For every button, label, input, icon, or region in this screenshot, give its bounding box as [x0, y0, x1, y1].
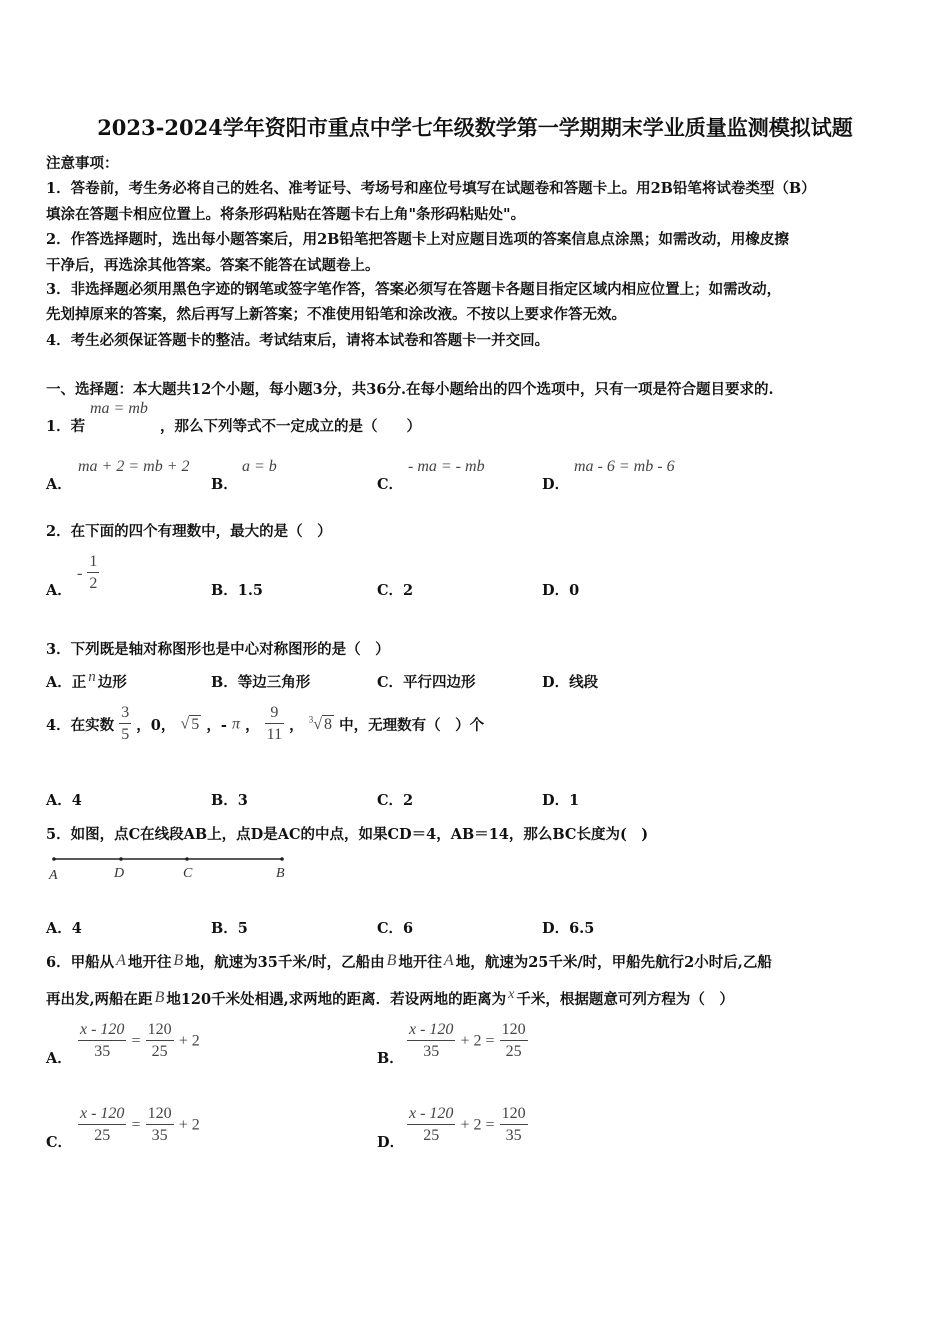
q6-stem-line2: [46, 988, 734, 1009]
fraction: [407, 1020, 455, 1063]
separator: ，: [289, 717, 304, 734]
root-index: 3: [308, 714, 314, 725]
q2-option-d[interactable]: D．0: [542, 582, 580, 599]
q2-option-a-label[interactable]: A．: [46, 582, 72, 599]
q6-stem-line1: [46, 951, 772, 972]
separator: ，0，: [136, 717, 176, 734]
radicand: 8: [324, 716, 333, 734]
q6-option-d-label[interactable]: D．: [377, 1134, 405, 1151]
q4-option-d[interactable]: D．1: [542, 792, 580, 809]
var-a: A: [116, 952, 126, 969]
section-heading: 一、选择题：本大题共12个小题，每小题3分，共36分.在每小题给出的四个选项中，只有一项是符合题目要求的.: [46, 381, 774, 398]
denominator: 35: [505, 1127, 522, 1144]
page-title: 2023-2024学年资阳市重点中学七年级数学第一学期期末学业质量监测模拟试题: [97, 115, 853, 140]
q6-text: 千米，根据题意可列方程为（ ）: [516, 991, 734, 1008]
q1-stem-suffix: ，那么下列等式不一定成立的是（ ）: [160, 418, 421, 435]
operator: + 2: [178, 1116, 200, 1134]
q1-option-d-label[interactable]: D．: [542, 476, 570, 493]
q3-option-b[interactable]: B．等边三角形: [211, 674, 311, 691]
q6-text: 地开往: [127, 954, 172, 971]
var-n: n: [88, 669, 96, 685]
point-c-dot: [185, 857, 189, 861]
q6-text: 地开往: [398, 954, 442, 971]
operator: + 2 =: [460, 1116, 495, 1134]
numerator: 3: [119, 703, 131, 724]
var-b: B: [154, 989, 165, 1006]
denominator: 35: [94, 1043, 111, 1060]
numerator: 120: [146, 1104, 174, 1125]
operator: =: [131, 1116, 141, 1134]
denominator: 25: [151, 1043, 168, 1060]
separator: ，-: [206, 717, 227, 734]
segment-diagram: [44, 850, 294, 884]
q3-option-a-suffix: 边形: [97, 674, 127, 691]
q2-option-c[interactable]: C．2: [377, 582, 414, 599]
q6-text: 地，航速为25千米/时，甲船先航行2小时后,乙船: [455, 954, 772, 971]
point-a-dot: [52, 857, 56, 861]
q6-option-c: [78, 1104, 200, 1147]
denominator: 35: [423, 1043, 440, 1060]
q4-option-a[interactable]: A．4: [46, 792, 82, 809]
denominator: 35: [151, 1127, 168, 1144]
q2-option-b[interactable]: B．1.5: [211, 582, 263, 599]
operator: + 2: [178, 1032, 200, 1050]
sqrt-expr: √ 5: [180, 715, 200, 733]
var-a: A: [443, 952, 454, 969]
q3-option-a[interactable]: [46, 671, 127, 692]
fraction: [407, 1104, 455, 1147]
q5-option-b[interactable]: B．5: [211, 920, 248, 937]
numerator: 120: [500, 1020, 528, 1041]
q1-condition: ma = mb: [90, 400, 148, 417]
q6-text: 再出发,两船在距: [46, 991, 153, 1008]
point-d-label: D: [114, 866, 125, 881]
q6-option-b-label[interactable]: B．: [377, 1050, 404, 1067]
denominator: 25: [423, 1127, 440, 1144]
notice-line: 先划掉原来的答案，然后再写上新答案；不准使用铅笔和涂改液。不按以上要求作答无效。: [46, 306, 626, 323]
point-a-label: A: [49, 868, 58, 883]
q4-prefix: 4．在实数: [46, 717, 115, 734]
point-c-label: C: [183, 866, 193, 881]
q2-stem: 2．在下面的四个有理数中，最大的是（ ）: [46, 523, 332, 540]
fraction: [146, 1104, 174, 1147]
operator: + 2 =: [460, 1032, 495, 1050]
q1-stem-prefix: 1．若: [46, 418, 86, 435]
q1-option-c: - ma = - mb: [408, 458, 485, 475]
q3-option-a-prefix: A．正: [46, 674, 87, 691]
q5-stem: 5．如图，点C在线段AB上，点D是AC的中点，如果CD＝4，AB＝14，那么BC长度为( ): [46, 826, 649, 843]
fraction: [78, 1020, 126, 1063]
numerator: 120: [146, 1020, 174, 1041]
point-b-dot: [280, 857, 284, 861]
q1-option-a: ma + 2 = mb + 2: [78, 458, 190, 475]
cbrt-expr: $^3$√ 8: [308, 714, 333, 734]
var-b: B: [173, 952, 184, 969]
q6-text: 6．甲船从: [46, 954, 115, 971]
q1-option-a-label[interactable]: A．: [46, 476, 72, 493]
q1-option-d: ma - 6 = mb - 6: [574, 458, 675, 475]
fraction-9-11: [265, 703, 284, 746]
q4-stem: [46, 703, 484, 746]
fraction: [500, 1104, 528, 1147]
denominator: 25: [94, 1127, 111, 1144]
fraction-3-5: [119, 703, 131, 746]
minus-sign: -: [77, 565, 83, 582]
q1-option-c-label[interactable]: C．: [377, 476, 404, 493]
q6-text: 地，航速为35千米/时，乙船由: [185, 954, 385, 971]
q5-option-d[interactable]: D．6.5: [542, 920, 595, 937]
q6-option-d: [407, 1104, 528, 1147]
separator: ，: [245, 717, 260, 734]
var-b: B: [386, 952, 397, 969]
q3-option-c[interactable]: C．平行四边形: [377, 674, 476, 691]
q1-option-b: a = b: [242, 458, 277, 475]
fraction: [146, 1020, 174, 1063]
denominator: 11: [266, 726, 283, 743]
q4-option-c[interactable]: C．2: [377, 792, 414, 809]
point-d-dot: [119, 857, 123, 861]
notice-line: 2．作答选择题时，选出每小题答案后，用2B铅笔把答题卡上对应题目选项的答案信息点涂黑；如需改动，用橡皮擦: [46, 231, 789, 248]
denominator: 25: [505, 1043, 522, 1060]
var-x: x: [508, 987, 515, 1002]
point-b-label: B: [276, 866, 285, 881]
q3-option-d[interactable]: D．线段: [542, 674, 599, 691]
fraction: [78, 1104, 126, 1147]
numerator: x - 120: [78, 1020, 126, 1041]
q5-option-a[interactable]: A．4: [46, 920, 82, 937]
notice-line: 填涂在答题卡相应位置上。将条形码粘贴在答题卡右上角"条形码粘贴处"。: [46, 206, 526, 223]
numerator: 9: [265, 703, 284, 724]
numerator: 1: [87, 552, 99, 573]
denominator: 2: [89, 575, 98, 592]
q4-suffix: 中，无理数有（ ）个: [339, 717, 485, 734]
q4-option-b[interactable]: B．3: [211, 792, 248, 809]
pi-symbol: π: [231, 715, 240, 733]
q2-option-a: [77, 552, 99, 595]
numerator: x - 120: [407, 1104, 455, 1125]
notice-line: 1．答卷前，考生务必将自己的姓名、准考证号、考场号和座位号填写在试题卷和答题卡上。用2B铅笔将试卷类型（B）: [46, 180, 816, 197]
q6-option-c-label[interactable]: C．: [46, 1134, 73, 1151]
q6-option-a: [78, 1020, 200, 1063]
numerator: x - 120: [78, 1104, 126, 1125]
q6-option-a-label[interactable]: A．: [46, 1050, 72, 1067]
q6-text: 地120千米处相遇,求两地的距离．若设两地的距离为: [166, 991, 507, 1008]
notice-line: 4．考生必须保证答题卡的整洁。考试结束后，请将本试卷和答题卡一并交回。: [46, 332, 550, 349]
fraction: [500, 1020, 528, 1063]
fraction: [87, 552, 99, 595]
numerator: 120: [500, 1104, 528, 1125]
notice-line: 干净后，再选涂其他答案。答案不能答在试题卷上。: [46, 257, 380, 274]
q3-stem: 3．下列既是轴对称图形也是中心对称图形的是（ ）: [46, 641, 390, 658]
numerator: x - 120: [407, 1020, 455, 1041]
denominator: 5: [121, 726, 130, 743]
operator: =: [131, 1032, 141, 1050]
notice-heading: 注意事项：: [46, 155, 119, 172]
q6-option-b: [407, 1020, 528, 1063]
q5-option-c[interactable]: C．6: [377, 920, 414, 937]
q1-option-b-label[interactable]: B．: [211, 476, 238, 493]
radicand: 5: [191, 715, 200, 733]
notice-line: 3．非选择题必须用黑色字迹的钢笔或签字笔作答，答案必须写在答题卡各题目指定区域内相应位置上；如需改动，: [46, 281, 782, 298]
